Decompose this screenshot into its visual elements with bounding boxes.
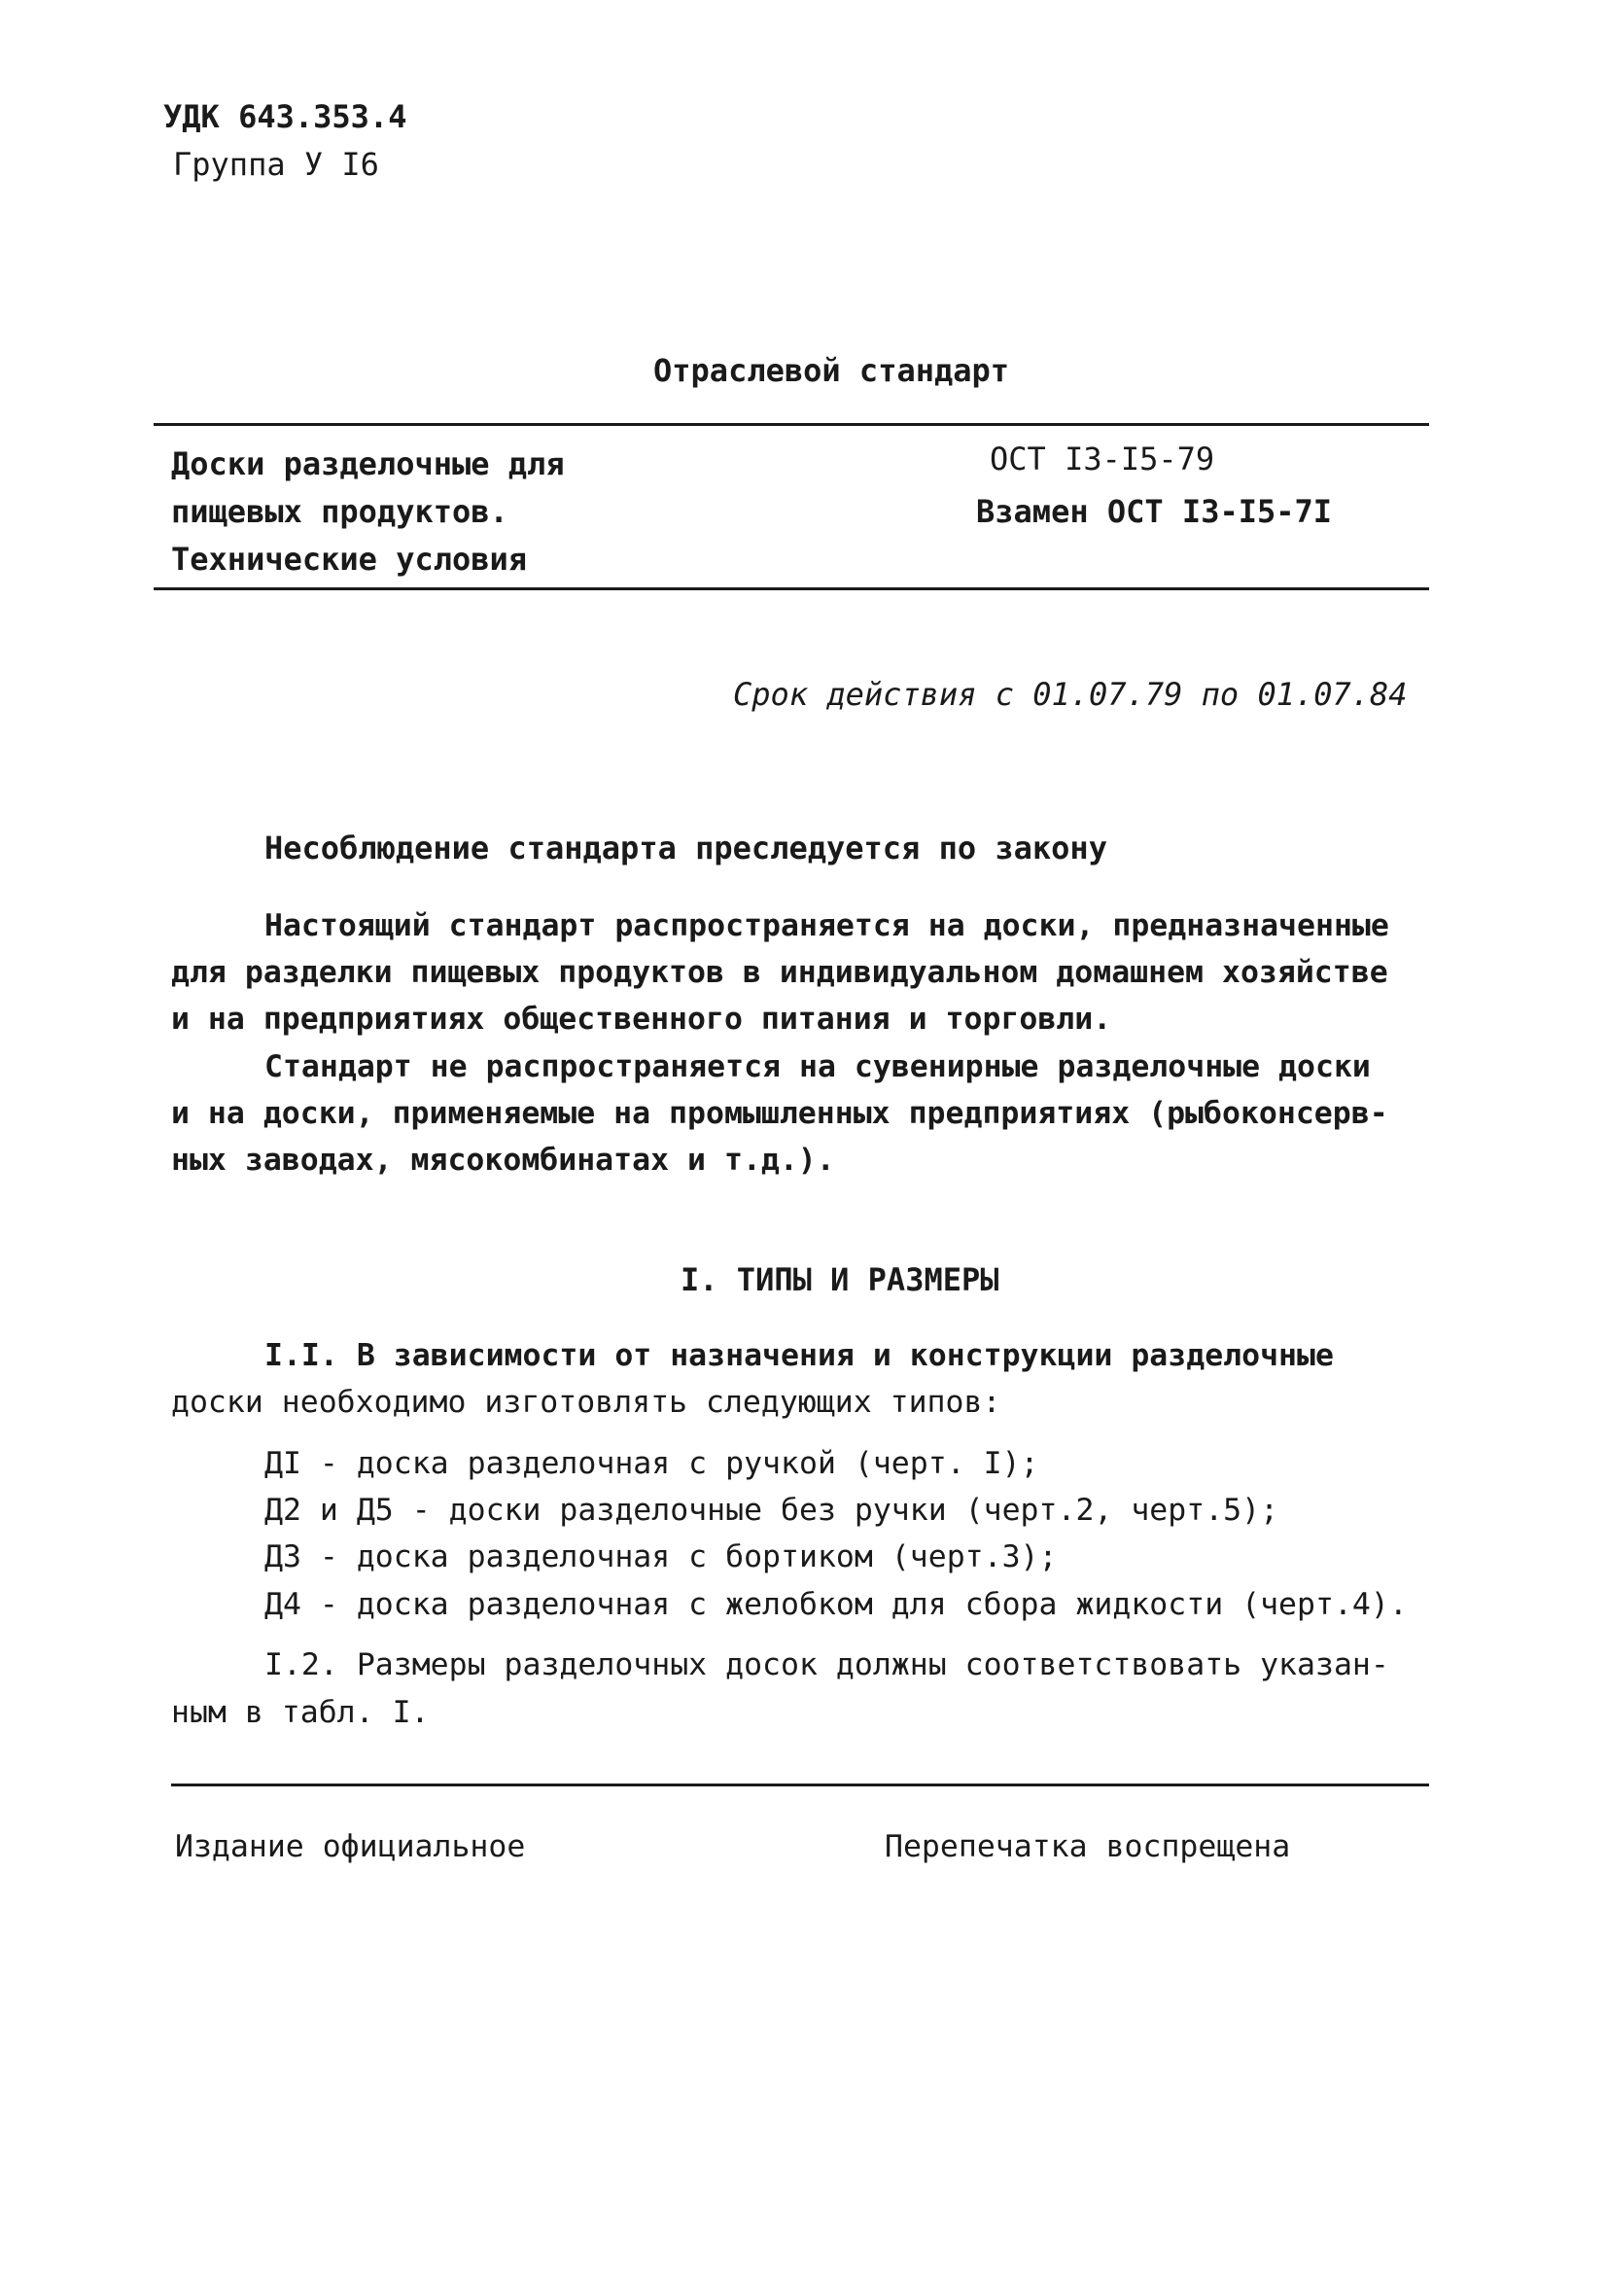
replaces-standard: Взамен ОСТ I3-I5-7I bbox=[976, 493, 1333, 530]
intro-paragraph-1-line-1: Настоящий стандарт распространяется на доски, предназначенные bbox=[264, 908, 1389, 943]
group-code: Группа У I6 bbox=[173, 146, 379, 183]
clause-1-1-line-2: доски необходимо изготовлять следующих типов: bbox=[171, 1385, 1001, 1420]
board-type-item: Д4 - доска разделочная с желобком для сбора жидкости (черт.4). bbox=[264, 1587, 1408, 1622]
reprint-prohibited-note: Перепечатка воспрещена bbox=[885, 1829, 1291, 1864]
intro-paragraph-1-line-2: для разделки пищевых продуктов в индивидуальном домашнем хозяйстве bbox=[171, 955, 1388, 990]
standard-title-line-2: пищевых продуктов. bbox=[171, 493, 508, 530]
board-type-item: Д2 и Д5 - доски разделочные без ручки (черт.2, черт.5); bbox=[264, 1493, 1279, 1528]
board-type-item: ДI - доска разделочная с ручкой (черт. I); bbox=[264, 1446, 1039, 1481]
clause-1-2-line-1: I.2. Размеры разделочных досок должны соответствовать указан- bbox=[264, 1647, 1389, 1682]
law-notice: Несоблюдение стандарта преследуется по закону bbox=[264, 830, 1107, 866]
document-type: Отраслевой стандарт bbox=[653, 352, 1010, 389]
standard-title-line-1: Доски разделочные для bbox=[171, 445, 565, 482]
title-block-bottom-rule bbox=[154, 587, 1429, 590]
intro-paragraph-2-line-2: и на доски, применяемые на промышленных предприятиях (рыбоконсерв- bbox=[171, 1096, 1388, 1131]
standard-title-line-3: Технические условия bbox=[171, 541, 528, 578]
clause-1-1-line-1: I.I. В зависимости от назначения и конструкции разделочные bbox=[264, 1338, 1334, 1373]
clause-1-2-line-2: ным в табл. I. bbox=[171, 1695, 430, 1730]
udk-code: УДК 643.353.4 bbox=[163, 98, 407, 135]
intro-paragraph-2-line-3: ных заводах, мясокомбинатах и т.д.). bbox=[171, 1143, 835, 1178]
official-edition-note: Издание официальное bbox=[175, 1829, 526, 1864]
intro-paragraph-1-line-3: и на предприятиях общественного питания и торговли. bbox=[171, 1002, 1112, 1037]
intro-paragraph-2-line-1: Стандарт не распространяется на сувенирные разделочные доски bbox=[264, 1049, 1371, 1084]
title-block-top-rule bbox=[154, 423, 1429, 426]
standard-designation: ОСТ I3-I5-79 bbox=[990, 441, 1215, 477]
footer-rule bbox=[171, 1784, 1429, 1786]
board-type-item: Д3 - доска разделочная с бортиком (черт.3); bbox=[264, 1539, 1058, 1574]
section-heading: I. ТИПЫ И РАЗМЕРЫ bbox=[681, 1261, 999, 1298]
validity-period: Срок действия с 01.07.79 по 01.07.84 bbox=[733, 676, 1408, 713]
